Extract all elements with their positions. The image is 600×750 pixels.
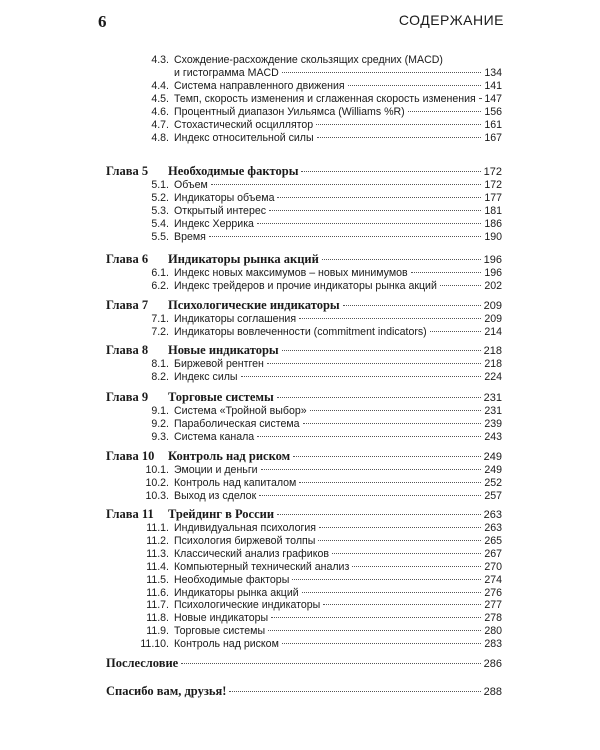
dot-leader (269, 210, 481, 211)
toc-entry-title: Время (174, 230, 206, 243)
toc-entry-title: Индикаторы объема (174, 191, 275, 204)
dot-leader (343, 305, 481, 306)
toc-page-number: 263 (483, 509, 502, 521)
dot-leader (302, 592, 482, 593)
toc-entry-title: Индекс трейдеров и прочие индикаторы рынка акций (174, 279, 437, 292)
toc-subsection[interactable] (140, 625, 502, 638)
toc-page-number: 209 (484, 313, 502, 325)
chapter-label: Глава 9 (106, 390, 149, 404)
toc-subsection[interactable] (140, 326, 502, 339)
toc-page-number: 181 (484, 204, 502, 217)
dot-leader (261, 469, 482, 470)
dot-leader (319, 527, 481, 528)
toc-entry-title: Индикаторы вовлеченности (commitment indicators) (174, 325, 427, 338)
section-number: 6.1. (151, 267, 169, 279)
toc-chapter[interactable] (106, 507, 502, 522)
section-number: 10.1. (145, 464, 169, 476)
toc-page-number: 286 (483, 658, 502, 670)
toc-entry-title: Компьютерный технический анализ (174, 560, 350, 573)
toc-entry-title: Система направленного движения (174, 80, 345, 92)
toc-entry-title: Темп, скорость изменения и сглаженная скорость изменения (174, 93, 476, 105)
toc-entry-title: Индикаторы соглашения (174, 313, 297, 325)
toc-subsection[interactable] (140, 280, 502, 293)
toc-subsection[interactable] (140, 612, 502, 625)
chapter-label: Глава 6 (106, 252, 149, 266)
dot-leader (303, 423, 482, 424)
toc-subsection[interactable] (140, 477, 502, 490)
thanks-title: Спасибо вам, друзья! (106, 684, 227, 698)
toc-page-number: 218 (483, 345, 502, 357)
toc-afterword[interactable] (106, 656, 502, 671)
toc-page-number: 161 (484, 119, 502, 131)
page-number: 6 (98, 12, 107, 31)
toc-chapter[interactable] (106, 164, 502, 179)
toc-thanks[interactable] (106, 684, 502, 699)
chapter-label: Глава 8 (106, 343, 149, 357)
toc-subsection[interactable] (140, 231, 502, 244)
toc-page-number: 177 (484, 191, 502, 204)
toc-subsection[interactable] (140, 132, 502, 145)
dot-leader (257, 436, 481, 437)
toc-entry-title: Индикаторы рынка акций (174, 586, 299, 599)
dot-leader (352, 566, 481, 567)
toc-page-number: 274 (484, 573, 502, 586)
section-number: 11.2. (146, 534, 169, 547)
dot-leader (277, 514, 481, 515)
section-number: 4.7. (151, 119, 169, 131)
toc-entry-title: Новые индикаторы (174, 612, 269, 625)
toc-page-number: 218 (484, 358, 502, 370)
chapter-title: Психологические индикаторы (168, 298, 340, 312)
toc-subsection[interactable] (140, 267, 502, 280)
toc-page-number: 270 (484, 560, 502, 573)
toc-subsection[interactable] (140, 548, 502, 561)
section-number: 9.1. (151, 405, 169, 417)
section-number: 9.3. (151, 430, 169, 443)
toc-page-number: 134 (484, 67, 502, 79)
dot-leader (310, 410, 482, 411)
toc-page-number: 278 (484, 612, 502, 625)
dot-leader (282, 350, 481, 351)
toc-page-number: 190 (484, 230, 502, 243)
section-number: 11.6. (146, 586, 169, 599)
chapter-label: Глава 11 (106, 507, 154, 521)
toc-subsection[interactable] (140, 119, 502, 132)
section-number: 5.3. (151, 204, 169, 217)
toc-entry-title: Психология биржевой толпы (174, 534, 316, 547)
section-number: 10.3. (145, 489, 169, 502)
dot-leader (271, 617, 481, 618)
toc-page-number: 231 (484, 405, 502, 417)
toc-subsection[interactable] (140, 490, 502, 503)
toc-page-number: 186 (484, 217, 502, 230)
toc-page-number: 141 (484, 80, 502, 92)
toc-entry-title: Система «Тройной выбор» (174, 405, 307, 417)
chapter-title: Новые индикаторы (168, 343, 279, 357)
dot-leader (316, 124, 481, 125)
toc-subsection[interactable] (140, 313, 502, 326)
toc-page-number: 265 (484, 534, 502, 547)
section-number: 6.2. (151, 279, 169, 292)
toc-page-number: 239 (484, 417, 502, 430)
toc-entry-title: Психологические индикаторы (174, 599, 321, 612)
toc-subsection[interactable] (140, 587, 502, 600)
toc-entry-title: Индекс силы (174, 370, 238, 383)
toc-chapter[interactable] (106, 343, 502, 358)
toc-page-number: 231 (483, 392, 502, 404)
section-number: 7.2. (151, 325, 169, 338)
section-number: 11.4. (146, 560, 169, 573)
toc-page-number: 147 (484, 93, 502, 105)
dot-leader (411, 272, 482, 273)
dot-leader (408, 111, 482, 112)
toc-page-number: 267 (484, 547, 502, 560)
dot-leader (479, 98, 482, 99)
dot-leader (301, 171, 480, 172)
toc-page-number: 209 (483, 300, 502, 312)
dot-leader (181, 663, 480, 664)
toc-page-number: 249 (484, 464, 502, 476)
section-number: 7.1. (151, 313, 169, 325)
toc-page-number: 257 (484, 489, 502, 502)
chapter-title: Торговые системы (168, 390, 274, 404)
toc-subsection[interactable] (140, 54, 502, 67)
toc-page-number: 243 (484, 430, 502, 443)
section-number: 11.8. (146, 612, 169, 625)
running-title: СОДЕРЖАНИЕ (398, 12, 504, 28)
toc-page-number: 224 (484, 370, 502, 383)
toc-subsection-continued[interactable] (140, 67, 502, 80)
dot-leader (332, 553, 481, 554)
dot-leader (267, 363, 481, 364)
section-number: 11.1. (146, 522, 169, 534)
afterword-title: Послесловие (106, 656, 179, 670)
section-number: 4.4. (151, 80, 169, 92)
dot-leader (318, 540, 481, 541)
dot-leader (277, 397, 481, 398)
toc-subsection[interactable] (140, 464, 502, 477)
toc-entry-title: Индекс Херрика (174, 217, 254, 230)
toc-chapter[interactable] (106, 390, 502, 405)
toc-subsection[interactable] (140, 418, 502, 431)
toc-subsection[interactable] (140, 535, 502, 548)
toc-page-number: 276 (484, 586, 502, 599)
toc-entry-title: Система канала (174, 430, 255, 443)
toc-page-number: 280 (484, 625, 502, 638)
section-number: 4.8. (151, 132, 169, 144)
toc-subsection[interactable] (140, 371, 502, 384)
toc-page-number: 252 (484, 476, 502, 489)
toc-page-number: 172 (483, 166, 502, 178)
section-number: 5.1. (151, 179, 169, 191)
toc-entry-title: Индекс новых максимумов – новых минимумов (174, 267, 408, 279)
toc-subsection[interactable] (140, 405, 502, 418)
dot-leader (348, 85, 482, 86)
toc-entry-title: Индивидуальная психология (174, 522, 316, 534)
section-number: 11.3. (146, 547, 169, 560)
toc-entry-title: Параболическая система (174, 417, 300, 430)
toc-subsection[interactable] (140, 431, 502, 444)
dot-leader (268, 630, 481, 631)
dot-leader (440, 285, 481, 286)
toc-entry-title: Стохастический осциллятор (174, 119, 314, 131)
dot-leader (322, 259, 481, 260)
toc-entry-title: Выход из сделок (174, 489, 257, 502)
toc-chapter[interactable] (106, 252, 502, 267)
dot-leader (257, 223, 481, 224)
toc-page-number: 288 (483, 686, 502, 698)
toc-entry-title: Схождение-расхождение скользящих средних (MACD) (174, 54, 443, 66)
section-number: 8.2. (151, 370, 169, 383)
section-number: 5.2. (151, 191, 169, 204)
chapter-title: Индикаторы рынка акций (168, 252, 319, 266)
toc-subsection[interactable] (140, 599, 502, 612)
page-header (98, 12, 504, 30)
toc-subsection[interactable] (140, 205, 502, 218)
dot-leader (241, 376, 482, 377)
toc-subsection[interactable] (140, 179, 502, 192)
section-number: 10.2. (145, 476, 169, 489)
toc-entry-title: Процентный диапазон Уильямса (Williams %R) (174, 106, 405, 118)
toc-entry-title: и гистограмма MACD (174, 67, 279, 79)
toc-chapter[interactable] (106, 298, 502, 313)
toc-subsection[interactable] (140, 93, 502, 106)
toc-subsection[interactable] (140, 638, 502, 651)
dot-leader (259, 495, 481, 496)
toc-subsection[interactable] (140, 192, 502, 205)
toc-entry-title: Контроль над риском (174, 638, 279, 651)
dot-leader (293, 456, 481, 457)
toc-page-number: 249 (483, 451, 502, 463)
dot-leader (277, 197, 481, 198)
section-number: 11.5. (146, 573, 169, 586)
toc-page-number: 167 (484, 132, 502, 144)
section-number: 9.2. (151, 417, 169, 430)
toc-page-number: 196 (484, 267, 502, 279)
toc-subsection[interactable] (140, 522, 502, 535)
chapter-title: Контроль над риском (168, 449, 291, 463)
toc-page-number: 277 (484, 599, 502, 612)
section-number: 4.6. (151, 106, 169, 118)
toc-entry-title: Объем (174, 179, 208, 191)
toc-entry-title: Индекс относительной силы (174, 132, 314, 144)
dot-leader (299, 482, 481, 483)
toc-entry-title: Эмоции и деньги (174, 464, 258, 476)
chapter-label: Глава 7 (106, 298, 149, 312)
dot-leader (299, 318, 481, 319)
toc-entry-title: Биржевой рентген (174, 358, 264, 370)
dot-leader (323, 604, 481, 605)
dot-leader (317, 137, 482, 138)
section-number: 5.5. (151, 230, 169, 243)
section-number: 4.3. (151, 54, 169, 66)
chapter-label: Глава 5 (106, 164, 149, 178)
toc-entry-title: Контроль над капиталом (174, 476, 297, 489)
dot-leader (209, 236, 481, 237)
toc-subsection[interactable] (140, 80, 502, 93)
toc-chapter[interactable] (106, 449, 502, 464)
section-number: 11.7. (146, 599, 169, 612)
section-number: 5.4. (151, 217, 169, 230)
section-number: 4.5. (151, 93, 169, 105)
section-number: 11.9. (146, 625, 169, 638)
toc-entry-title: Открытый интерес (174, 204, 267, 217)
dot-leader (211, 184, 482, 185)
toc-page-number: 156 (484, 106, 502, 118)
toc-page-number: 196 (483, 254, 502, 266)
dot-leader (430, 331, 482, 332)
dot-leader (282, 643, 481, 644)
section-number: 11.10. (140, 638, 169, 651)
toc-subsection[interactable] (140, 561, 502, 574)
toc-entry-title: Необходимые факторы (174, 573, 290, 586)
toc-entry-title: Торговые системы (174, 625, 266, 638)
toc-page-number: 283 (484, 638, 502, 651)
toc-subsection[interactable] (140, 218, 502, 231)
toc-page-number: 214 (484, 325, 502, 338)
chapter-title: Необходимые факторы (168, 164, 299, 178)
toc-page-number: 263 (484, 522, 502, 534)
chapter-title: Трейдинг в России (168, 507, 275, 521)
toc-subsection[interactable] (140, 358, 502, 371)
chapter-label: Глава 10 (106, 449, 155, 463)
toc-page-number: 202 (484, 279, 502, 292)
dot-leader (282, 72, 482, 73)
toc-subsection[interactable] (140, 106, 502, 119)
toc-subsection[interactable] (140, 574, 502, 587)
toc-page-number: 172 (484, 179, 502, 191)
section-number: 8.1. (151, 358, 169, 370)
dot-leader (292, 579, 481, 580)
toc-entry-title: Классический анализ графиков (174, 547, 329, 560)
dot-leader (229, 691, 480, 692)
